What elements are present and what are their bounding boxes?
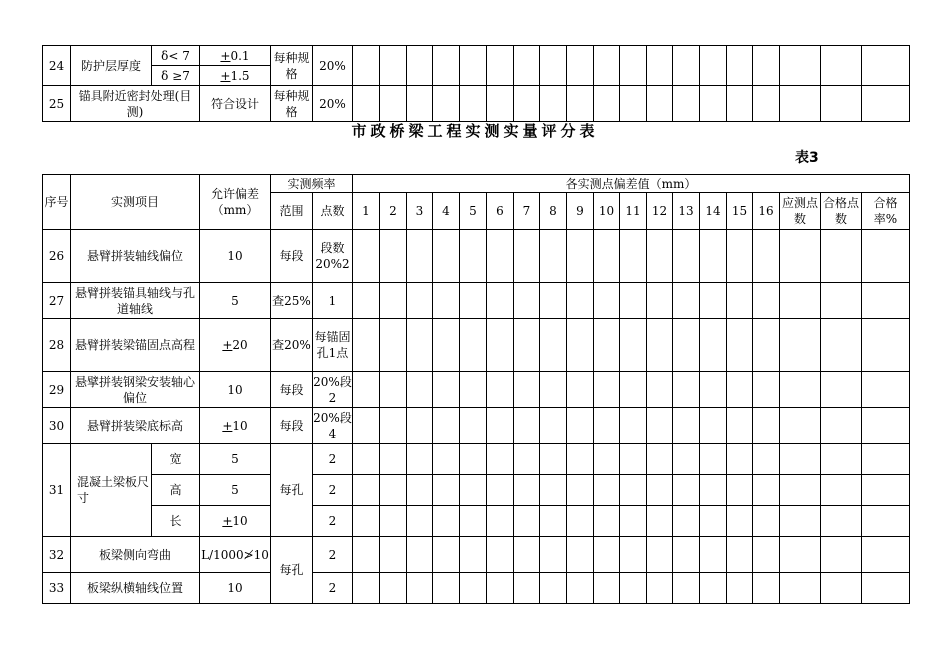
header-col: 14 <box>700 193 727 230</box>
score-table <box>42 174 910 604</box>
row-points: 2 <box>313 573 353 604</box>
header-col: 9 <box>567 193 594 230</box>
row-item: 悬臂拼装轴线偏位 <box>71 230 200 283</box>
header-col: 4 <box>433 193 460 230</box>
row-no: 26 <box>43 230 71 283</box>
row-points: 20% <box>313 46 353 86</box>
table-row <box>43 475 910 506</box>
header-col: 10 <box>594 193 620 230</box>
row-no: 28 <box>43 319 71 372</box>
row-item: 悬臂拼装梁底标高 <box>71 408 200 444</box>
row-range: 每孔 <box>271 444 313 537</box>
header-tol: 允许偏差（mm） <box>200 175 271 230</box>
header-seq: 序号 <box>43 175 71 230</box>
header-rate: 合格率% <box>862 193 910 230</box>
row-tol: 5 <box>200 444 271 475</box>
header-col: 3 <box>407 193 433 230</box>
row-item: 悬臂拼装锚具轴线与孔道轴线 <box>71 283 200 319</box>
row-no: 33 <box>43 573 71 604</box>
row-item: 板梁侧向弯曲 <box>71 537 200 573</box>
header-col: 7 <box>514 193 540 230</box>
row-tol: +20 <box>200 319 271 372</box>
header-qualified: 合格点数 <box>821 193 862 230</box>
table-row <box>43 319 910 372</box>
row-range: 每孔 <box>271 537 313 604</box>
row-sub-label: 长 <box>152 506 200 537</box>
header-freq: 实测频率 <box>271 175 353 193</box>
header-col: 2 <box>380 193 407 230</box>
row-range: 每段 <box>271 408 313 444</box>
row-item: 防护层厚度 <box>71 46 152 86</box>
row-tol: 5 <box>200 283 271 319</box>
header-col: 13 <box>673 193 700 230</box>
row-range: 每段 <box>271 372 313 408</box>
row-points: 20% <box>313 86 353 122</box>
row-tol: 10 <box>200 230 271 283</box>
header-col: 8 <box>540 193 567 230</box>
row-points: 2 <box>313 475 353 506</box>
table-row <box>43 537 910 573</box>
header-col: 1 <box>353 193 380 230</box>
table-row <box>43 230 910 283</box>
table-row <box>43 86 910 122</box>
row-sub-label: 高 <box>152 475 200 506</box>
row-points: 2 <box>313 506 353 537</box>
row-points: 2 <box>313 444 353 475</box>
row-points: 20%段4 <box>313 408 353 444</box>
row-item: 悬臂拼装梁锚固点高程 <box>71 319 200 372</box>
row-range: 每段 <box>271 230 313 283</box>
row-tol: L/1000≯10 <box>200 537 271 573</box>
row-tol: 符合设计 <box>200 86 271 122</box>
row-range: 查20% <box>271 319 313 372</box>
row-no: 27 <box>43 283 71 319</box>
table-row <box>43 444 910 475</box>
row-sub-label: 宽 <box>152 444 200 475</box>
row-no: 32 <box>43 537 71 573</box>
row-item: 悬擘拼装钢梁安装轴心偏位 <box>71 372 200 408</box>
page-title: 市政桥梁工程实测实量评分表 <box>351 122 599 140</box>
table-row <box>43 506 910 537</box>
header-range: 范围 <box>271 193 313 230</box>
row-cond: δ< 7 <box>152 46 200 66</box>
table-row <box>43 372 910 408</box>
header-should: 应测点数 <box>780 193 821 230</box>
row-points: 每锚固孔1点 <box>313 319 353 372</box>
header-col: 11 <box>620 193 647 230</box>
row-item: 锚具附近密封处理(目测) <box>71 86 200 122</box>
top-table-fragment <box>42 45 910 122</box>
row-points: 20%段2 <box>313 372 353 408</box>
row-range: 每种规格 <box>271 46 313 86</box>
row-range: 每种规格 <box>271 86 313 122</box>
row-no: 29 <box>43 372 71 408</box>
header-item: 实测项目 <box>71 175 200 230</box>
row-tol: +10 <box>200 506 271 537</box>
table-row <box>43 408 910 444</box>
row-points: 段数20%2 <box>313 230 353 283</box>
row-item: 板梁纵横轴线位置 <box>71 573 200 604</box>
row-no: 24 <box>43 46 71 86</box>
row-no: 31 <box>43 444 71 537</box>
header-row <box>43 175 910 193</box>
table-row <box>43 283 910 319</box>
table-row <box>43 573 910 604</box>
table-row <box>43 46 910 66</box>
row-range: 查25% <box>271 283 313 319</box>
row-no: 30 <box>43 408 71 444</box>
header-col: 6 <box>487 193 514 230</box>
row-cond: δ ≥7 <box>152 66 200 86</box>
header-points: 点数 <box>313 193 353 230</box>
row-tol: 10 <box>200 372 271 408</box>
row-points: 2 <box>313 537 353 573</box>
row-points: 1 <box>313 283 353 319</box>
header-col: 15 <box>727 193 753 230</box>
table-number: 表3 <box>795 150 819 166</box>
header-col: 5 <box>460 193 487 230</box>
row-tol: 5 <box>200 475 271 506</box>
row-tol: +0.1 <box>200 46 271 66</box>
row-tol: +10 <box>200 408 271 444</box>
row-item: 混凝土梁板尺寸 <box>71 444 152 537</box>
row-no: 25 <box>43 86 71 122</box>
row-tol: +1.5 <box>200 66 271 86</box>
header-col: 12 <box>647 193 673 230</box>
header-col: 16 <box>753 193 780 230</box>
row-tol: 10 <box>200 573 271 604</box>
header-deviations: 各实测点偏差值（mm） <box>353 175 910 193</box>
